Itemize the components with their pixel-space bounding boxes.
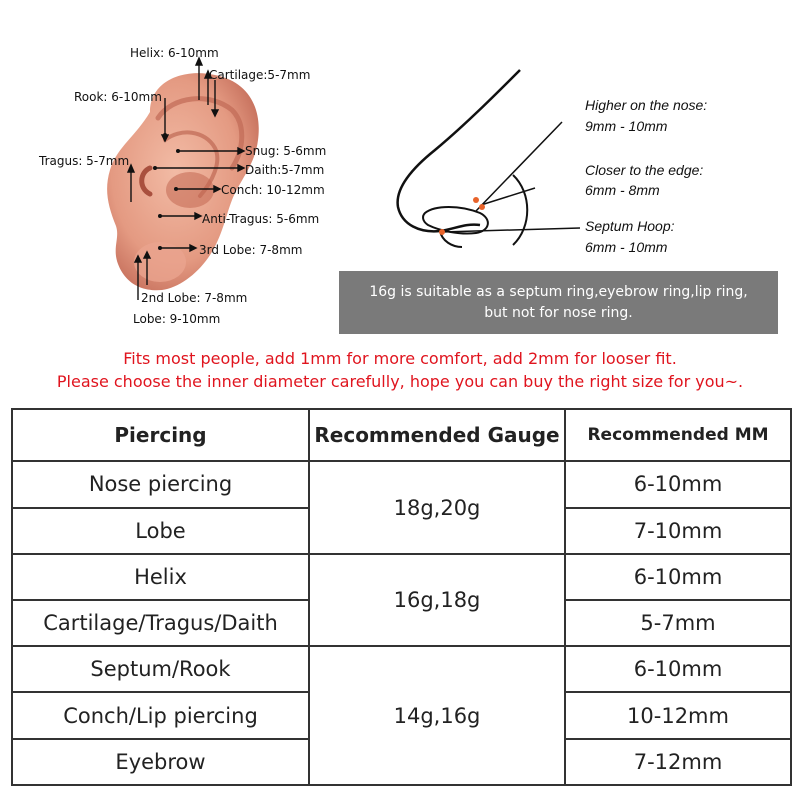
anti-tragus-label: Anti-Tragus: 5-6mm: [202, 212, 320, 226]
gauge-note-box: [339, 271, 778, 334]
gauge-cell: 18g,20g: [309, 461, 565, 553]
table-header-row: [12, 409, 791, 461]
header-piercing: Piercing: [12, 409, 309, 461]
table-row: [12, 646, 791, 692]
fit-notice-line-2: Please choose the inner diameter carefully, hope you can buy the right size for you~.: [56, 372, 744, 391]
mm-cell: 5-7mm: [565, 600, 791, 646]
rook-label: Rook: 6-10mm: [74, 90, 162, 104]
piercing-cell: Conch/Lip piercing: [12, 692, 309, 738]
lobe-label: Lobe: 9-10mm: [133, 312, 221, 326]
table-row: [12, 554, 791, 600]
header-mm: Recommended MM: [565, 409, 791, 461]
septum-hoop-label: Septum Hoop:: [585, 218, 675, 234]
daith-label: Daith:5-7mm: [245, 163, 325, 177]
closer-to-edge-value: 6mm - 8mm: [585, 182, 660, 198]
size-table: [11, 408, 792, 786]
piercing-cell: Septum/Rook: [12, 646, 309, 692]
third-lobe-label: 3rd Lobe: 7-8mm: [199, 243, 303, 257]
table-row: [12, 461, 791, 507]
mm-cell: 6-10mm: [565, 461, 791, 507]
conch-label: Conch: 10-12mm: [221, 183, 325, 197]
cartilage-label: Cartilage:5-7mm: [209, 68, 311, 82]
helix-label: Helix: 6-10mm: [130, 46, 219, 60]
second-lobe-label: 2nd Lobe: 7-8mm: [141, 291, 248, 305]
gauge-note-line-2: but not for nose ring.: [484, 304, 633, 321]
gauge-cell: 16g,18g: [309, 554, 565, 646]
higher-on-nose-label: Higher on the nose:: [585, 97, 708, 113]
fit-notice-line-1: Fits most people, add 1mm for more comfort, add 2mm for looser fit.: [123, 349, 677, 368]
closer-to-edge-label: Closer to the edge:: [585, 162, 704, 178]
gauge-note-line-1: 16g is suitable as a septum ring,eyebrow ring,lip ring,: [369, 283, 748, 300]
piercing-cell: Nose piercing: [12, 461, 309, 507]
mm-cell: 10-12mm: [565, 692, 791, 738]
piercing-cell: Eyebrow: [12, 739, 309, 785]
gauge-cell: 14g,16g: [309, 646, 565, 785]
mm-cell: 6-10mm: [565, 554, 791, 600]
mm-cell: 7-12mm: [565, 739, 791, 785]
snug-label: Snug: 5-6mm: [245, 144, 327, 158]
tragus-label: Tragus: 5-7mm: [39, 154, 130, 168]
mm-cell: 6-10mm: [565, 646, 791, 692]
header-gauge: Recommended Gauge: [309, 409, 565, 461]
piercing-cell: Lobe: [12, 508, 309, 554]
higher-on-nose-value: 9mm - 10mm: [585, 118, 668, 134]
piercing-cell: Cartilage/Tragus/Daith: [12, 600, 309, 646]
piercing-cell: Helix: [12, 554, 309, 600]
nose-illustration: [380, 55, 600, 275]
septum-hoop-value: 6mm - 10mm: [585, 239, 668, 255]
mm-cell: 7-10mm: [565, 508, 791, 554]
